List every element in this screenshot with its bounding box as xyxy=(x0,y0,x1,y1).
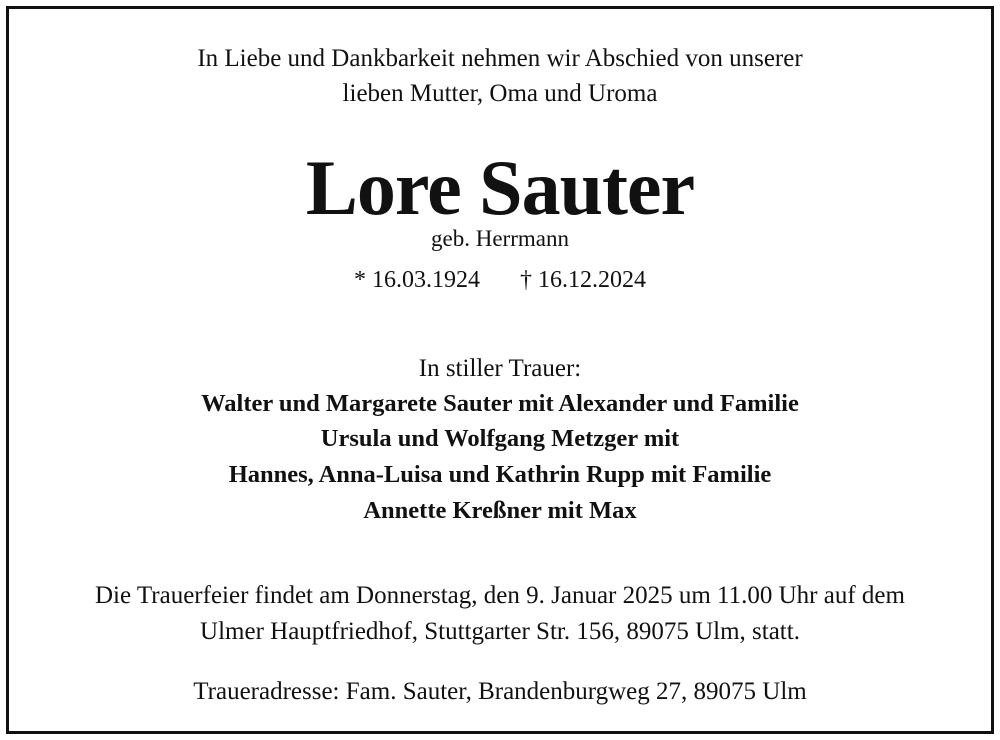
intro-line-2: lieben Mutter, Oma und Uroma xyxy=(342,80,658,107)
mourner-line: Ursula und Wolfgang Metzger mit xyxy=(320,425,680,452)
birth-date: * 16.03.1924 xyxy=(354,267,480,293)
mourning-address: Traueradresse: Fam. Sauter, Brandenburgweg 27, 89075 Ulm xyxy=(193,678,807,705)
mourner-line: Walter und Margarete Sauter mit Alexander und Familie xyxy=(201,390,799,417)
obituary-frame xyxy=(6,6,994,734)
mourning-heading: In stiller Trauer: xyxy=(418,355,582,382)
funeral-info-line-1: Die Trauerfeier findet am Donnerstag, den 9. Januar 2025 um 11.00 Uhr auf dem xyxy=(95,582,905,609)
mourner-line: Annette Kreßner mit Max xyxy=(363,497,637,524)
maiden-name: geb. Herrmann xyxy=(431,226,569,251)
death-date: † 16.12.2024 xyxy=(520,267,646,293)
life-dates xyxy=(9,265,991,295)
funeral-info-line-2: Ulmer Hauptfriedhof, Stuttgarter Str. 156, 89075 Ulm, statt. xyxy=(200,618,800,645)
mourner-line: Hannes, Anna-Luisa und Kathrin Rupp mit Familie xyxy=(228,461,772,488)
deceased-name: Lore Sauter xyxy=(305,144,695,231)
intro-line-1: In Liebe und Dankbarkeit nehmen wir Abschied von unserer xyxy=(197,45,803,72)
